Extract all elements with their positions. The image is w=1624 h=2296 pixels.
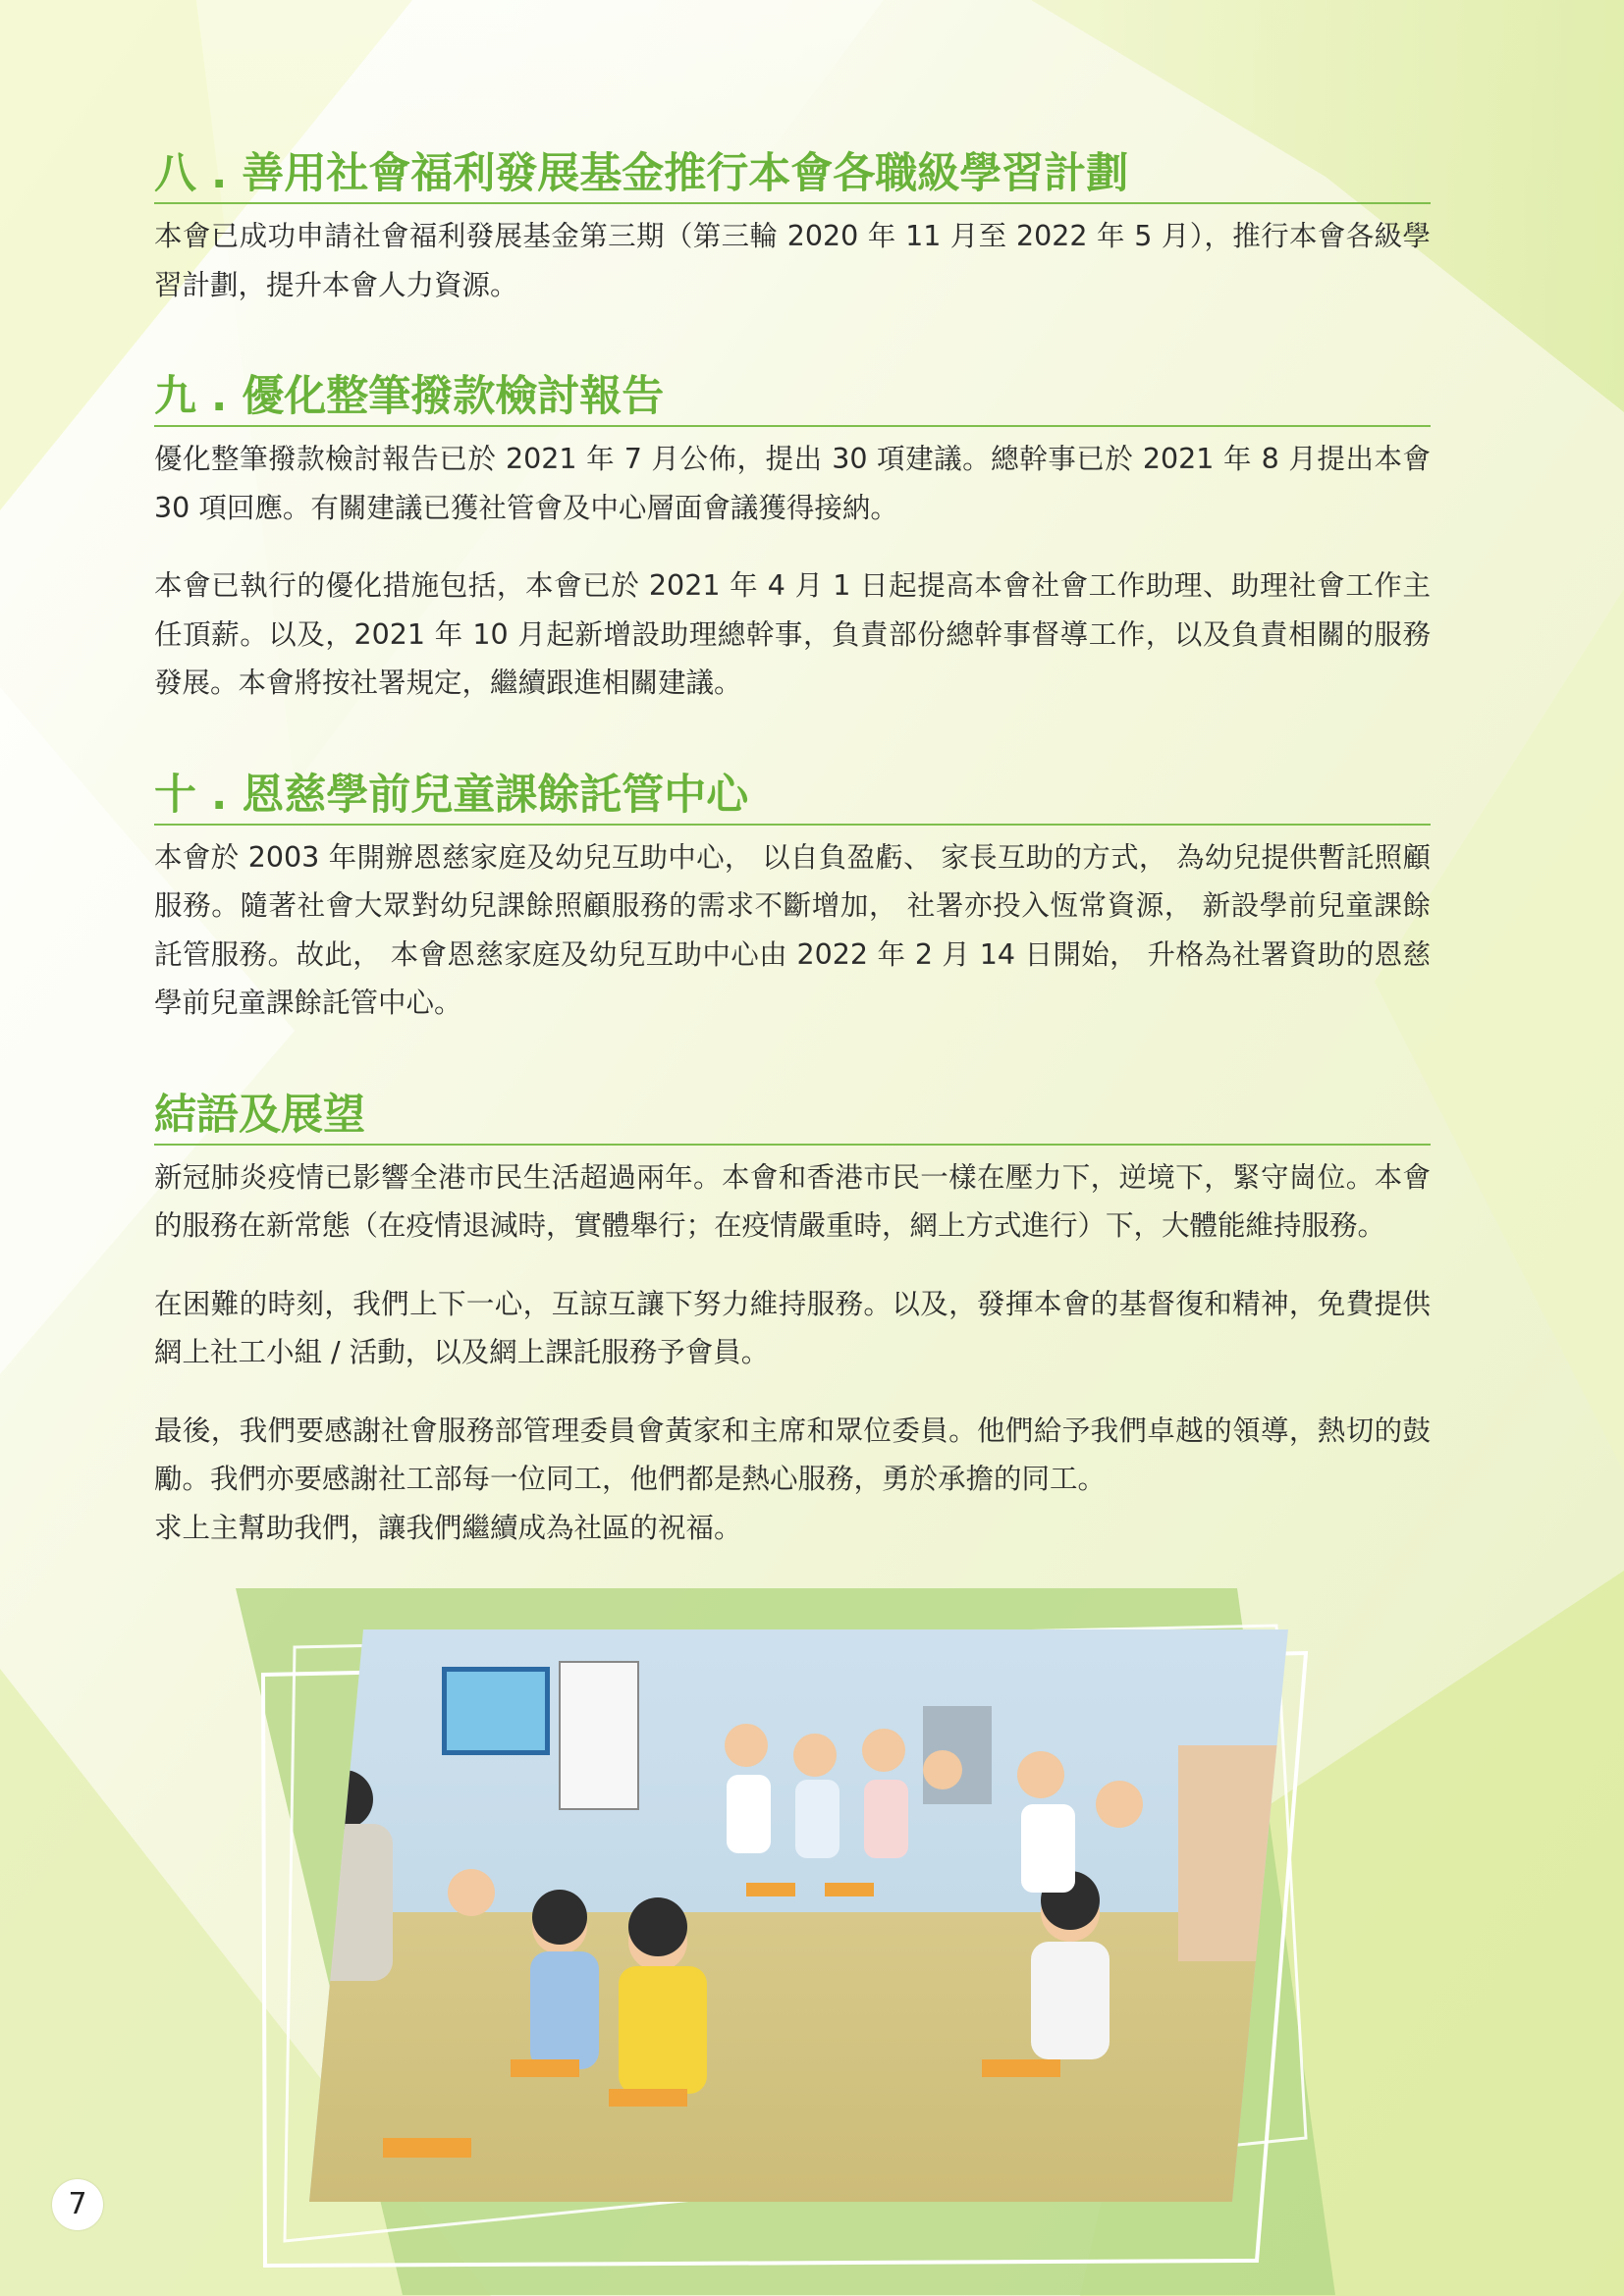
section-title-conclusion: 結語及展望 bbox=[154, 1087, 1431, 1146]
section-10-paragraph-1: 本會於 2003 年開辦恩慈家庭及幼兒互助中心， 以自負盈虧、 家長互助的方式， 為幼兒提供暫託照顧服務。隨著社會大眾對幼兒課餘照顧服務的需求不斷增加， 社署亦投入恆常資源， 新設學前兒童課餘託管服務。故此， 本會恩慈家庭及幼兒互助中心由 2022 年 2 月 14 日開始， 升格為社署資助的恩慈學前兒童課餘託管中心。 bbox=[154, 840, 1431, 1019]
section-8-paragraph-1: 本會已成功申請社會福利發展基金第三期（第三輪 2020 年 11 月至 2022 年 5 月），推行本會各級學習計劃，提升本會人力資源。 bbox=[154, 220, 1431, 301]
conclusion-paragraph-1: 新冠肺炎疫情已影響全港市民生活超過兩年。本會和香港市民一樣在壓力下，逆境下，緊守崗位。本會的服務在新常態（在疫情退減時，實體舉行；在疫情嚴重時，網上方式進行）下，大體能維持服務。 bbox=[154, 1160, 1431, 1242]
conclusion-paragraph-2: 在困難的時刻，我們上下一心，互諒互讓下努力維持服務。以及，發揮本會的基督復和精神，免費提供網上社工小組 / 活動，以及網上課託服務予會員。 bbox=[154, 1287, 1431, 1368]
classroom-photo-frame bbox=[236, 1588, 1335, 2295]
classroom-photo-icon bbox=[236, 1588, 1335, 2295]
section-9-paragraph-2: 本會已執行的優化措施包括，本會已於 2021 年 4 月 1 日起提高本會社會工作助理、助理社會工作主任頂薪。以及，2021 年 10 月起新增設助理總幹事，負責部份總幹事督導工作，以及負責相關的服務發展。本會將按社署規定，繼續跟進相關建議。 bbox=[154, 569, 1431, 699]
main-content bbox=[154, 145, 1431, 1552]
section-9-paragraph-1: 優化整筆撥款檢討報告已於 2021 年 7 月公佈，提出 30 項建議。總幹事已於 2021 年 8 月提出本會 30 項回應。有關建議已獲社管會及中心層面會議獲得接納。 bbox=[154, 443, 1431, 524]
page-number: 7 bbox=[52, 2179, 103, 2230]
section-title-8: 八 . 善用社會福利發展基金推行本會各職級學習計劃 bbox=[154, 145, 1431, 204]
conclusion-paragraph-3: 最後，我們要感謝社會服務部管理委員會黃家和主席和眾位委員。他們給予我們卓越的領導，熱切的鼓勵。我們亦要感謝社工部每一位同工，他們都是熱心服務，勇於承擔的同工。 求上主幫助我們，讓我們繼續成為社區的祝福。 bbox=[154, 1414, 1431, 1544]
section-title-9: 九 . 優化整筆撥款檢討報告 bbox=[154, 368, 1431, 427]
section-title-10: 十 . 恩慈學前兒童課餘託管中心 bbox=[154, 767, 1431, 826]
